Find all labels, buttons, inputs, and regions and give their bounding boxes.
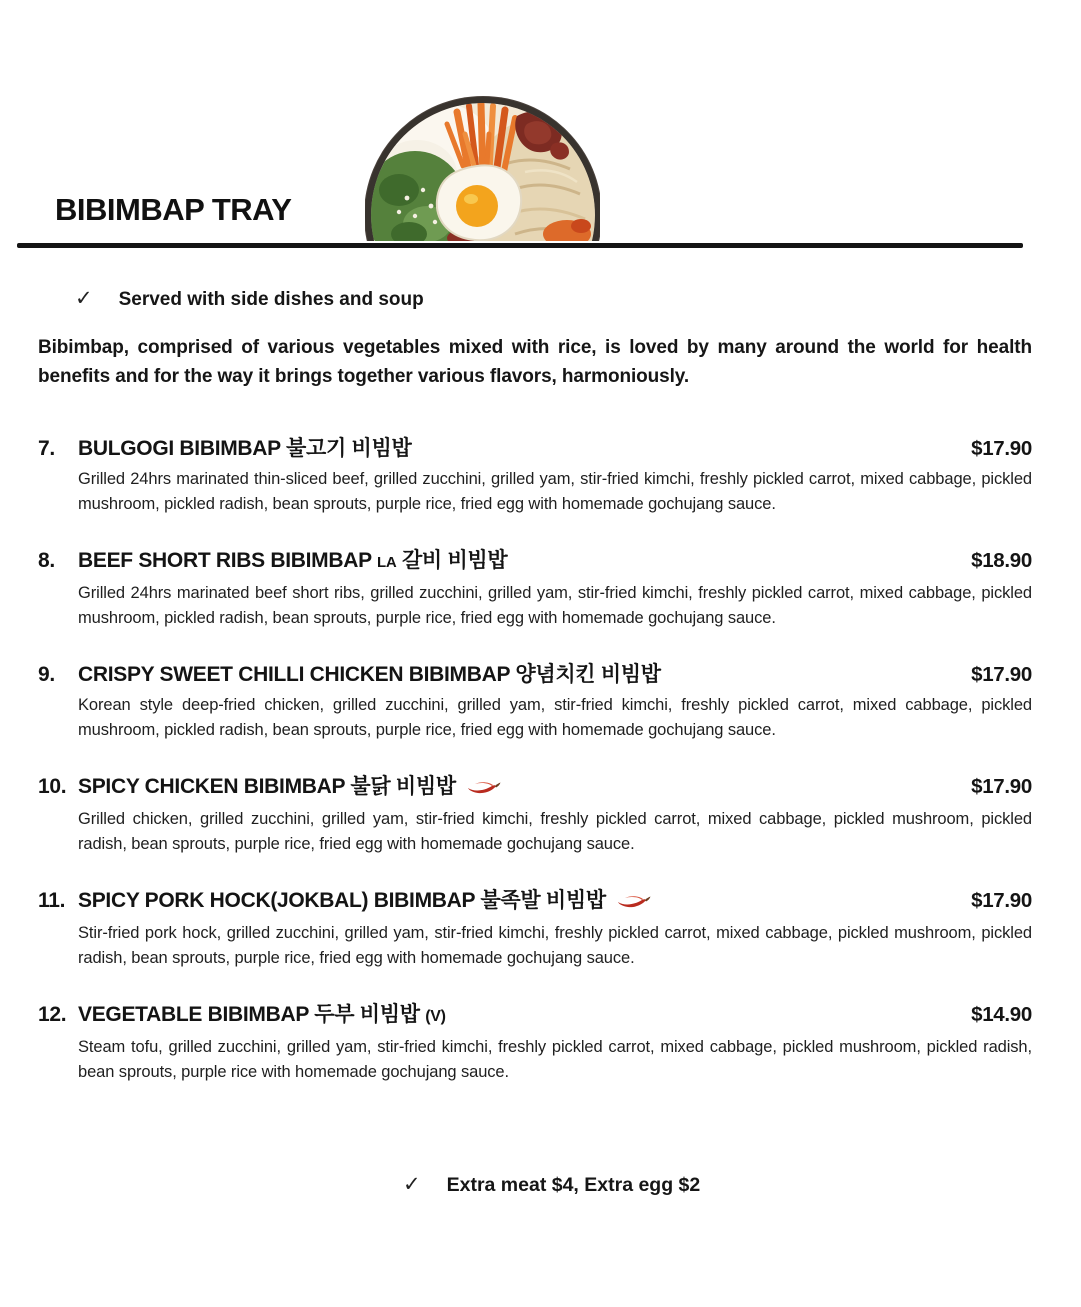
item-number: 8.	[38, 548, 55, 572]
item-title-row	[0, 662, 1081, 688]
menu-item	[0, 548, 1081, 632]
item-korean-name: 양념치킨 비빔밥	[515, 662, 661, 686]
item-price: $14.90	[971, 1002, 1032, 1026]
item-title-row	[0, 436, 1081, 462]
content	[0, 272, 1081, 1197]
item-number: 7.	[38, 436, 55, 460]
footer-note-text: Extra meat $4, Extra egg $2	[446, 1173, 701, 1196]
item-title-row	[0, 548, 1081, 576]
item-title-text	[78, 1002, 957, 1030]
item-name: CRISPY SWEET CHILLI CHICKEN BIBIMBAP	[78, 662, 510, 686]
item-price: $17.90	[971, 888, 1032, 912]
item-name: SPICY PORK HOCK(JOKBAL) BIBIMBAP	[78, 888, 475, 912]
item-description: Stir-fried pork hock, grilled zucchini, grilled yam, stir-fried kimchi, freshly pickled carrot, mixed cabbage, pickled mushroom, pickled radish, bean sprouts, purple rice, fried egg with homemade gochujang sauce.	[78, 923, 1032, 968]
item-name: SPICY CHICKEN BIBIMBAP	[78, 774, 345, 798]
item-korean-name: 불닭 비빔밥	[350, 774, 456, 798]
item-suffix: (V)	[425, 1007, 446, 1025]
item-price: $17.90	[971, 774, 1032, 798]
checkmark-icon: ✓	[403, 1172, 421, 1196]
item-title-text	[78, 436, 957, 462]
item-small-caps: LA	[376, 553, 397, 571]
menu-item	[0, 662, 1081, 744]
item-price: $18.90	[971, 548, 1032, 572]
served-note	[75, 286, 1081, 311]
bibimbap-photo	[365, 94, 600, 241]
item-korean-name: 갈비 비빔밥	[401, 548, 508, 572]
checkmark-icon: ✓	[75, 287, 93, 310]
menu-list	[0, 436, 1081, 1086]
item-title-text	[78, 548, 957, 576]
menu-item	[0, 1002, 1081, 1086]
item-title-text	[78, 888, 957, 916]
item-name: VEGETABLE BIBIMBAP	[78, 1002, 309, 1026]
item-title-row	[0, 774, 1081, 802]
page-title: BIBIMBAP TRAY	[55, 192, 292, 227]
item-number: 10.	[38, 774, 67, 798]
item-name: BEEF SHORT RIBS BIBIMBAP	[78, 548, 372, 572]
item-title-row	[0, 888, 1081, 916]
item-price: $17.90	[971, 436, 1032, 460]
item-title-text	[78, 662, 957, 688]
item-korean-name: 불족발 비빔밥	[480, 888, 606, 912]
menu-item	[0, 436, 1081, 518]
item-korean-name: 불고기 비빔밥	[286, 436, 412, 460]
served-note-text: Served with side dishes and soup	[118, 289, 424, 310]
menu-item	[0, 888, 1081, 972]
item-number: 9.	[38, 662, 55, 686]
chili-icon	[617, 890, 651, 916]
item-description: Grilled 24hrs marinated thin-sliced beef, grilled zucchini, grilled yam, stir-fried kimchi, freshly pickled carrot, mixed cabbage, pickled mushroom, pickled radish, bean sprouts, purple rice, fried egg with homemade gochujang sauce.	[78, 469, 1032, 514]
footer-note	[403, 1172, 1081, 1197]
item-price: $17.90	[971, 662, 1032, 686]
item-korean-name: 두부 비빔밥	[314, 1002, 420, 1026]
item-title-text	[78, 774, 957, 802]
item-number: 12.	[38, 1002, 67, 1026]
item-description: Steam tofu, grilled zucchini, grilled yam, stir-fried kimchi, freshly pickled carrot, mixed cabbage, pickled mushroom, pickled radish, bean sprouts, purple rice with homemade gochujang sauce.	[78, 1037, 1032, 1082]
item-description: Grilled 24hrs marinated beef short ribs, grilled zucchini, grilled yam, stir-fried kimchi, freshly pickled carrot, mixed cabbage, pickled mushroom, pickled radish, bean sprouts, purple rice, fried egg with homemade gochujang sauce.	[78, 583, 1032, 628]
item-description: Korean style deep-fried chicken, grilled zucchini, grilled yam, stir-fried kimchi, freshly pickled carrot, mixed cabbage, pickled mushroom, pickled radish, bean sprouts, purple rice, fried egg with homemade gochujang sauce.	[78, 695, 1032, 740]
header-divider	[17, 243, 1023, 248]
chili-icon	[467, 776, 501, 802]
menu-item	[0, 774, 1081, 858]
intro-paragraph: Bibimbap, comprised of various vegetables mixed with rice, is loved by many around the world for health benefits and for the way it brings together various flavors, harmoniously.	[38, 337, 1032, 387]
item-title-row	[0, 1002, 1081, 1030]
bibimbap-bowl-illustration	[365, 94, 600, 241]
item-name: BULGOGI BIBIMBAP	[78, 436, 281, 460]
item-number: 11.	[38, 888, 66, 912]
item-description: Grilled chicken, grilled zucchini, grilled yam, stir-fried kimchi, freshly pickled carrot, mixed cabbage, pickled mushroom, pickled radish, bean sprouts, purple rice, fried egg with homemade gochujang sauce.	[78, 809, 1032, 854]
